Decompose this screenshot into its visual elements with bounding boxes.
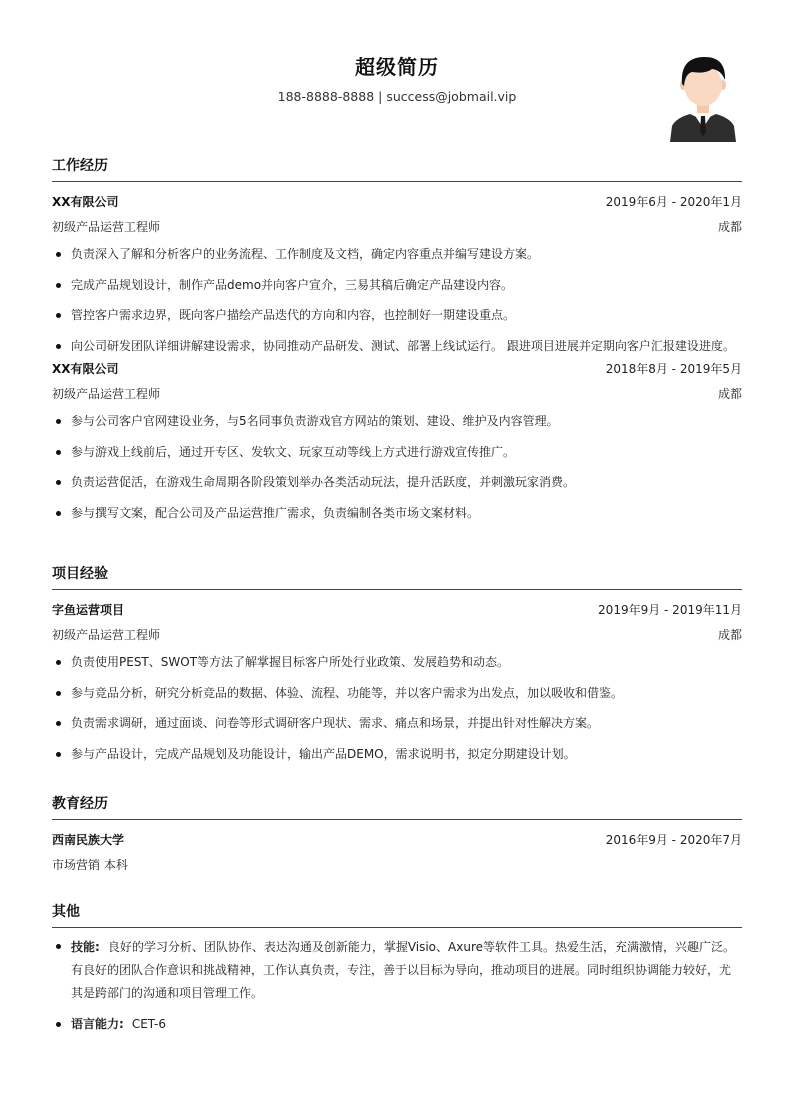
avatar: [668, 52, 738, 142]
work-date: 2018年8月 - 2019年5月: [605, 362, 742, 376]
project-date: 2019年9月 - 2019年11月: [598, 603, 742, 617]
list-item: 参与产品设计，完成产品规划及功能设计，输出产品DEMO，需求说明书，拟定分期建设计划。: [52, 739, 742, 770]
other-section: [52, 897, 742, 1040]
skills-label: 技能:: [71, 940, 100, 954]
list-item: 参与竞品分析，研究分析竞品的数据、体验、流程、功能等，并以客户需求为出发点，加以吸收和借鉴。: [52, 678, 742, 709]
project-city: 成都: [717, 628, 742, 642]
list-item: 负责需求调研，通过面谈、问卷等形式调研客户现状、需求、痛点和场景，并提出针对性解决方案。: [52, 708, 742, 739]
list-item: 负责深入了解和分析客户的业务流程、工作制度及文档，确定内容重点并编写建设方案。: [52, 239, 742, 270]
list-item: 参与游戏上线前后，通过开专区、发软文、玩家互动等线上方式进行游戏宣传推广。: [52, 437, 742, 468]
language-text: CET-6: [131, 1017, 166, 1031]
work-date: 2019年6月 - 2020年1月: [605, 195, 742, 209]
job-title: 初级产品运营工程师: [52, 220, 161, 234]
job-title: 初级产品运营工程师: [52, 387, 161, 401]
list-item: 负责运营促活，在游戏生命周期各阶段策划举办各类活动玩法，提升活跃度，并刺激玩家消费。: [52, 467, 742, 498]
education-entry-header: [52, 827, 742, 852]
section-title-education: 教育经历: [52, 789, 742, 820]
work-entry: [52, 356, 742, 528]
project-experience-section: [52, 559, 742, 769]
project-entry-subheader: [52, 622, 742, 647]
other-bullets: [52, 933, 742, 1040]
work-entry-header: [52, 189, 742, 214]
education-entry-subheader: [52, 852, 742, 877]
company-name: XX有限公司: [52, 362, 119, 376]
job-city: 成都: [717, 220, 742, 234]
list-item: 管控客户需求边界，既向客户描绘产品迭代的方向和内容，也控制好一期建设重点。: [52, 300, 742, 331]
work-bullets: [52, 239, 742, 361]
skills-text: 良好的学习分析、团队协作、表达沟通及创新能力，掌握Visio、Axure等软件工具。热爱生活，充满激情，兴趣广泛。有良好的团队合作意识和挑战精神，工作认真负责，专注，善于以目标为导向，推动项目的进展。同时组织协调能力较好，尤其是跨部门的沟通和项目管理工作。: [71, 940, 735, 1000]
job-city: 成都: [717, 387, 742, 401]
list-item: 完成产品规划设计，制作产品demo并向客户宣介，三易其稿后确定产品建设内容。: [52, 270, 742, 301]
section-title-work: 工作经历: [52, 151, 742, 182]
section-title-other: 其他: [52, 897, 742, 928]
education-section: [52, 789, 742, 877]
project-entry-header: [52, 597, 742, 622]
project-entry: [52, 597, 742, 769]
education-entry: [52, 827, 742, 877]
work-entry-subheader: [52, 214, 742, 239]
project-bullets: [52, 647, 742, 769]
list-item: [52, 1009, 742, 1040]
resume-page: [52, 0, 742, 1107]
candidate-name: 超级简历: [355, 55, 439, 79]
list-item: 负责使用PEST、SWOT等方法了解掌握目标客户所处行业政策、发展趋势和动态。: [52, 647, 742, 678]
work-entry-subheader: [52, 381, 742, 406]
resume-header: [52, 0, 742, 150]
company-name: XX有限公司: [52, 195, 119, 209]
work-bullets: [52, 406, 742, 528]
list-item: 参与撰写文案，配合公司及产品运营推广需求，负责编制各类市场文案材料。: [52, 498, 742, 529]
list-item: [52, 933, 742, 1009]
major-degree: 市场营销 本科: [52, 858, 128, 872]
contact-info: 188-8888-8888 | success@jobmail.vip: [277, 89, 517, 104]
language-label: 语言能力:: [71, 1017, 124, 1031]
work-experience-section: [52, 151, 742, 528]
project-name: 字鱼运营项目: [52, 603, 125, 617]
list-item: 参与公司客户官网建设业务，与5名同事负责游戏官方网站的策划、建设、维护及内容管理。: [52, 406, 742, 437]
education-date: 2016年9月 - 2020年7月: [605, 833, 742, 847]
list-item: 向公司研发团队详细讲解建设需求，协同推动产品研发、测试、部署上线试运行。 跟进项目进展并定期向客户汇报建设进度。: [52, 331, 742, 362]
project-role: 初级产品运营工程师: [52, 628, 161, 642]
school-name: 西南民族大学: [52, 833, 125, 847]
section-title-projects: 项目经验: [52, 559, 742, 590]
work-entry: [52, 189, 742, 361]
